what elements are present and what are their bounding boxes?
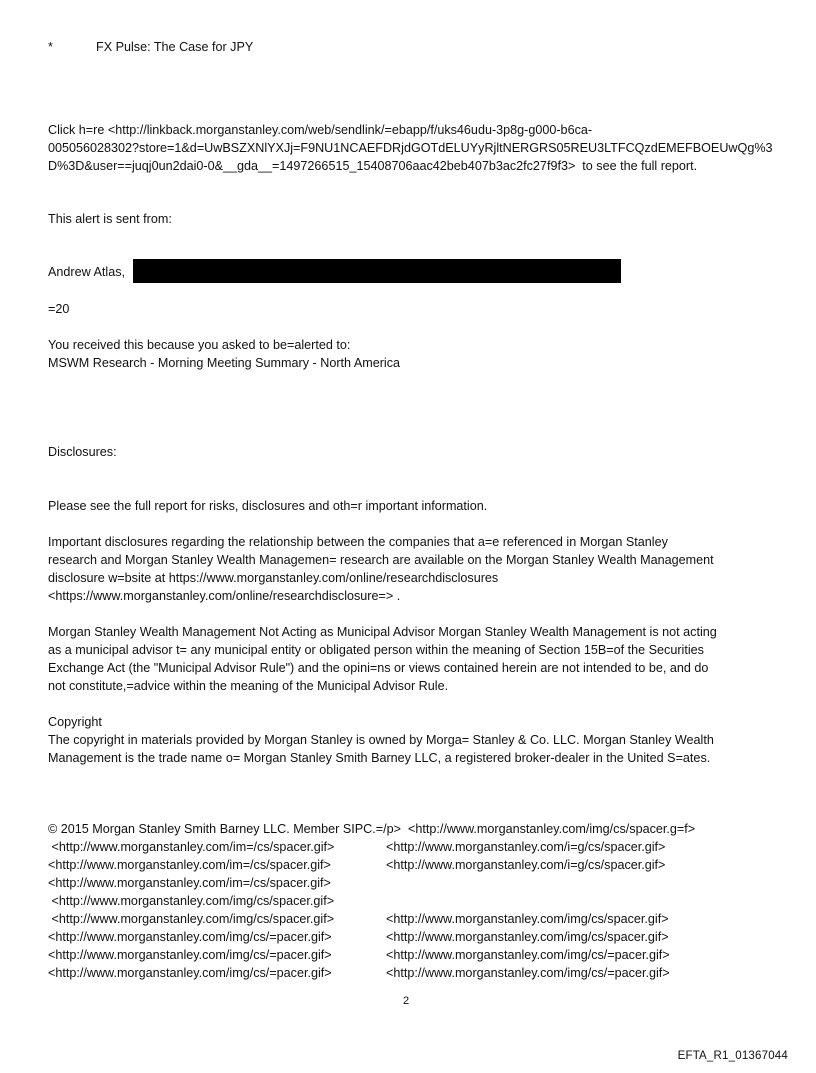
spacer-link-left-2[interactable]: <http://www.morganstanley.com/im=/cs/spacer.gif>: [48, 858, 331, 872]
important-line-1: Important disclosures regarding the relationship between the companies that a=e referenced in Morgan Stanley: [48, 535, 668, 549]
spacer-link-left-4[interactable]: <http://www.morganstanley.com/img/cs/spacer.gif>: [48, 894, 335, 908]
spacer-link-left-7[interactable]: <http://www.morganstanley.com/img/cs/=pacer.gif>: [48, 948, 332, 962]
important-line-4[interactable]: <https://www.morganstanley.com/online/researchdisclosure=> .: [48, 589, 401, 603]
link-line-3[interactable]: D%3D&user==juqj0un2dai0-0&__gda__=1497266515_15408706aac42beb407b3ac2fc27f9f3> to see the full report.: [48, 159, 698, 173]
alert-reason-line-2: MSWM Research - Morning Meeting Summary - North America: [48, 356, 401, 370]
spacer-link-right-4[interactable]: <http://www.morganstanley.com/img/cs/spacer.gif>: [386, 930, 669, 944]
spacer-link-right-6[interactable]: <http://www.morganstanley.com/img/cs/=pacer.gif>: [386, 966, 670, 980]
disclosures-heading: Disclosures:: [48, 445, 117, 459]
spacer-link-left-1[interactable]: <http://www.morganstanley.com/im=/cs/spacer.gif>: [48, 840, 335, 854]
spacer-link-left-6[interactable]: <http://www.morganstanley.com/img/cs/=pacer.gif>: [48, 930, 332, 944]
encoded-space: =20: [48, 302, 70, 316]
author-name: Andrew Atlas,: [48, 265, 126, 279]
alert-reason-line-1: You received this because you asked to be=alerted to:: [48, 338, 351, 352]
spacer-link-right-2[interactable]: <http://www.morganstanley.com/i=g/cs/spacer.gif>: [386, 858, 666, 872]
copyright-line-1: The copyright in materials provided by Morgan Stanley is owned by Morga= Stanley & Co. LLC. Morgan Stanley Wealth: [48, 733, 714, 747]
municipal-line-4: not constitute,=advice within the meaning of the Municipal Advisor Rule.: [48, 679, 449, 693]
spacer-link-right-1[interactable]: <http://www.morganstanley.com/i=g/cs/spacer.gif>: [386, 840, 666, 854]
important-line-2: research and Morgan Stanley Wealth Managemen= research are available on the Morgan Stanley Wealth Management: [48, 553, 714, 567]
page-number: 2: [403, 995, 410, 1007]
footer-copyright-line[interactable]: © 2015 Morgan Stanley Smith Barney LLC. Member SIPC.=/p> <http://www.morganstanley.com/img/cs/spacer.g=f>: [48, 822, 696, 836]
document-id: EFTA_R1_01367044: [677, 1050, 788, 1062]
municipal-line-2: as a municipal advisor t= any municipal entity or obligated person within the meaning of Section 15B=of the Securities: [48, 643, 704, 657]
important-line-3[interactable]: disclosure w=bsite at https://www.morganstanley.com/online/researchdisclosures: [48, 571, 499, 585]
copyright-heading: Copyright: [48, 715, 102, 729]
spacer-link-left-5[interactable]: <http://www.morganstanley.com/img/cs/spacer.gif>: [48, 912, 335, 926]
spacer-link-right-3[interactable]: <http://www.morganstanley.com/img/cs/spacer.gif>: [386, 912, 669, 926]
copyright-line-2: Management is the trade name o= Morgan Stanley Smith Barney LLC, a registered broker-dealer in the United S=ates.: [48, 751, 711, 765]
municipal-line-1: Morgan Stanley Wealth Management Not Acting as Municipal Advisor Morgan Stanley Wealth Management is not acting: [48, 625, 717, 639]
spacer-link-right-5[interactable]: <http://www.morganstanley.com/img/cs/=pacer.gif>: [386, 948, 670, 962]
link-line-2[interactable]: 005056028302?store=1&d=UwBSZXNlYXJj=F9NU1NCAEFDRjdGOTdELUYyRjltNERGRS05REU3LTFCQzdEMEFBOEUwQg%3: [48, 141, 773, 155]
link-line-1[interactable]: Click h=re <http://linkback.morganstanley.com/web/sendlink/=ebapp/f/uks46udu-3p8g-g000-b6ca-: [48, 123, 593, 137]
report-title: FX Pulse: The Case for JPY: [96, 40, 254, 54]
redaction-bar: [133, 259, 621, 283]
municipal-line-3: Exchange Act (the "Municipal Advisor Rule") and the opini=ns or views contained herein are not intended to be, and do: [48, 661, 709, 675]
spacer-link-left-8[interactable]: <http://www.morganstanley.com/img/cs/=pacer.gif>: [48, 966, 332, 980]
bullet-marker: *: [48, 40, 53, 54]
spacer-link-left-3[interactable]: <http://www.morganstanley.com/im=/cs/spacer.gif>: [48, 876, 331, 890]
please-see-text: Please see the full report for risks, disclosures and oth=r important information.: [48, 499, 488, 513]
sent-from-label: This alert is sent from:: [48, 212, 172, 226]
